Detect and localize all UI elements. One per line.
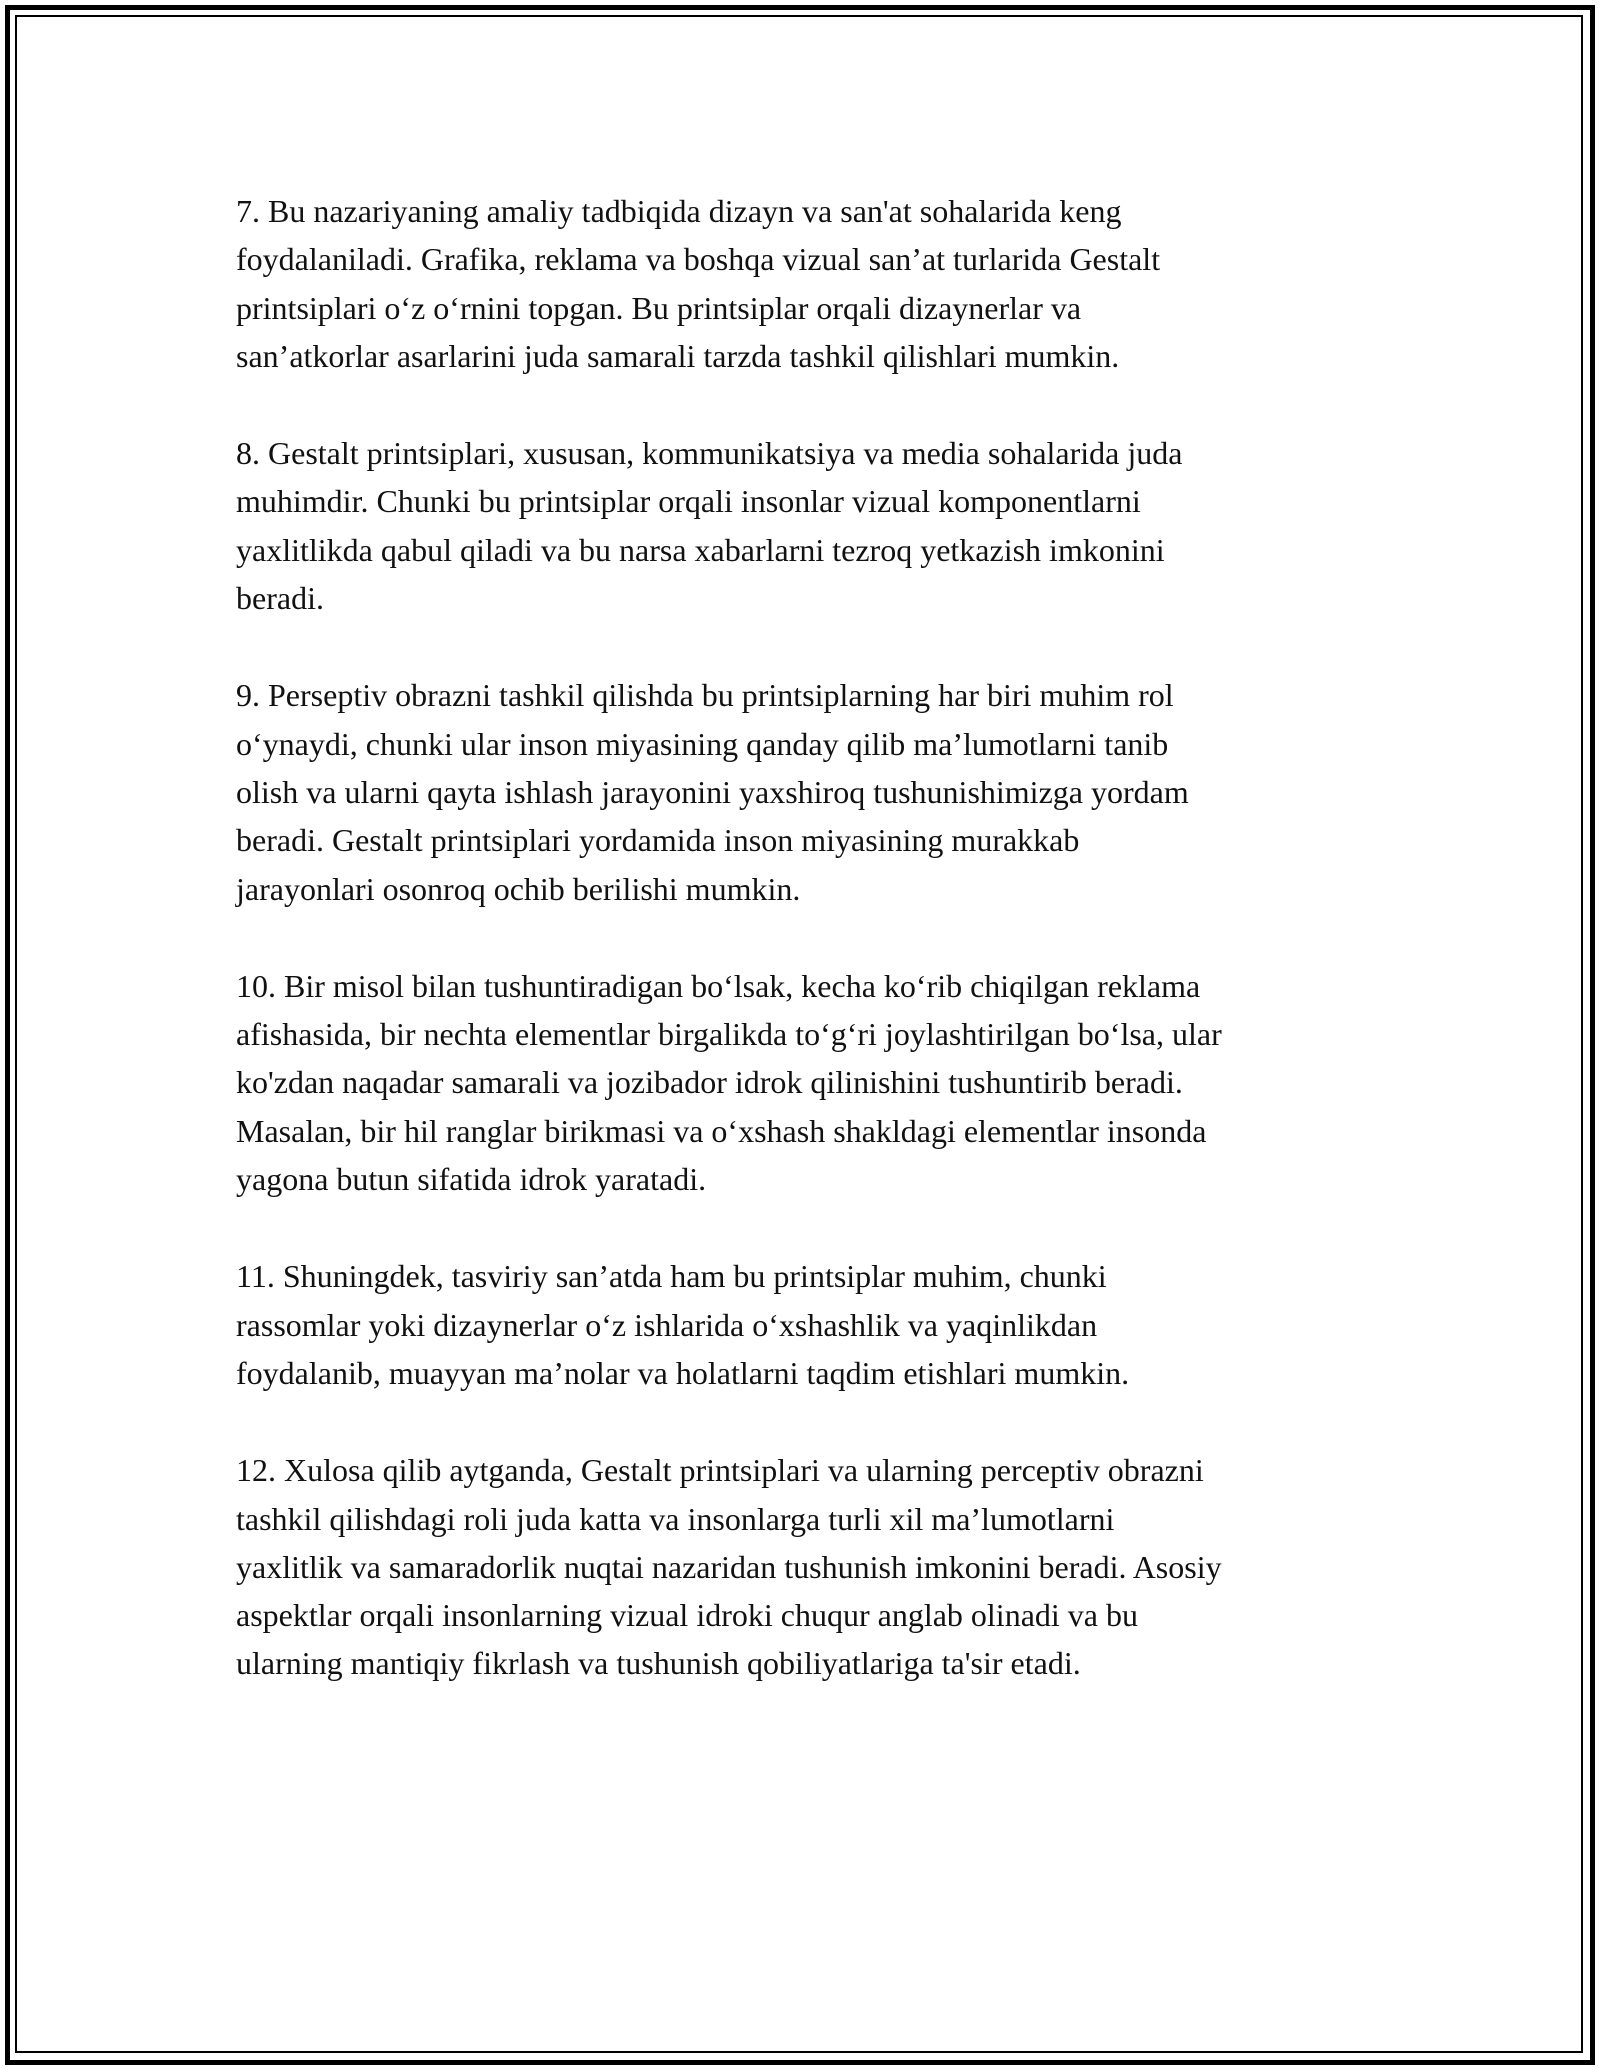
paragraph-11: 11. Shuningdek, tasviriy san’atda ham bu printsiplar muhim, chunki rassomlar yoki dizaynerlar o‘z ishlarida o‘xshashlik va yaqinlikdan foydalanib, muayyan ma’nolar va holatlarni taqdim etishlari mumkin. xyxy=(236,1258,1130,1391)
paragraph-8: 8. Gestalt printsiplari, xususan, kommunikatsiya va media sohalarida juda muhimdir. Chunki bu printsiplar orqali insonlar vizual komponentlarni yaxlitlikda qabul qiladi va bu narsa xabarlarni tezroq yetkazish imkonini beradi. xyxy=(236,435,1183,617)
paragraph-7: 7. Bu nazariyaning amaliy tadbiqida dizayn va san'at sohalarida keng foydalaniladi. Grafika, reklama va boshqa vizual san’at turlarida Gestalt printsiplari o‘z o‘rnini topgan. Bu printsiplar orqali dizaynerlar va san’atkorlar asarlarini juda samarali tarzda tashkil qilishlari mumkin. xyxy=(236,193,1161,374)
paragraph-12: 12. Xulosa qilib aytganda, Gestalt printsiplari va ularning perceptiv obrazni tashkil qilishdagi roli juda katta va insonlarga turli xil ma’lumotlarni yaxlitlik va samaradorlik nuqtai nazaridan tushunish imkonini beradi. Asosiy aspektlar orqali insonlarning vizual idroki chuqur anglab olinadi va bu ularning mantiqiy fikrlash va tushunish qobiliyatlariga ta'sir etadi. xyxy=(236,1452,1222,1682)
document-body xyxy=(236,187,1386,1737)
paragraph-10: 10. Bir misol bilan tushuntiradigan bo‘lsak, kecha ko‘rib chiqilgan reklama afishasida, bir nechta elementlar birgalikda to‘g‘ri joylashtirilgan bo‘lsa, ular ko'zdan naqadar samarali va jozibador idrok qilinishini tushuntirib beradi. Masalan, bir hil ranglar birikmasi va o‘xshash shakldagi elementlar insonda yagona butun sifatida idrok yaratadi. xyxy=(236,967,1222,1198)
paragraph-9: 9. Perseptiv obrazni tashkil qilishda bu printsiplarning har biri muhim rol o‘ynaydi, chunki ular inson miyasining qanday qilib ma’lumotlarni tanib olish va ularni qayta ishlash jarayonini yaxshiroq tushunishimizga yordam beradi. Gestalt printsiplari yordamida inson miyasining murakkab jarayonlari osonroq ochib berilishi mumkin. xyxy=(236,677,1189,907)
